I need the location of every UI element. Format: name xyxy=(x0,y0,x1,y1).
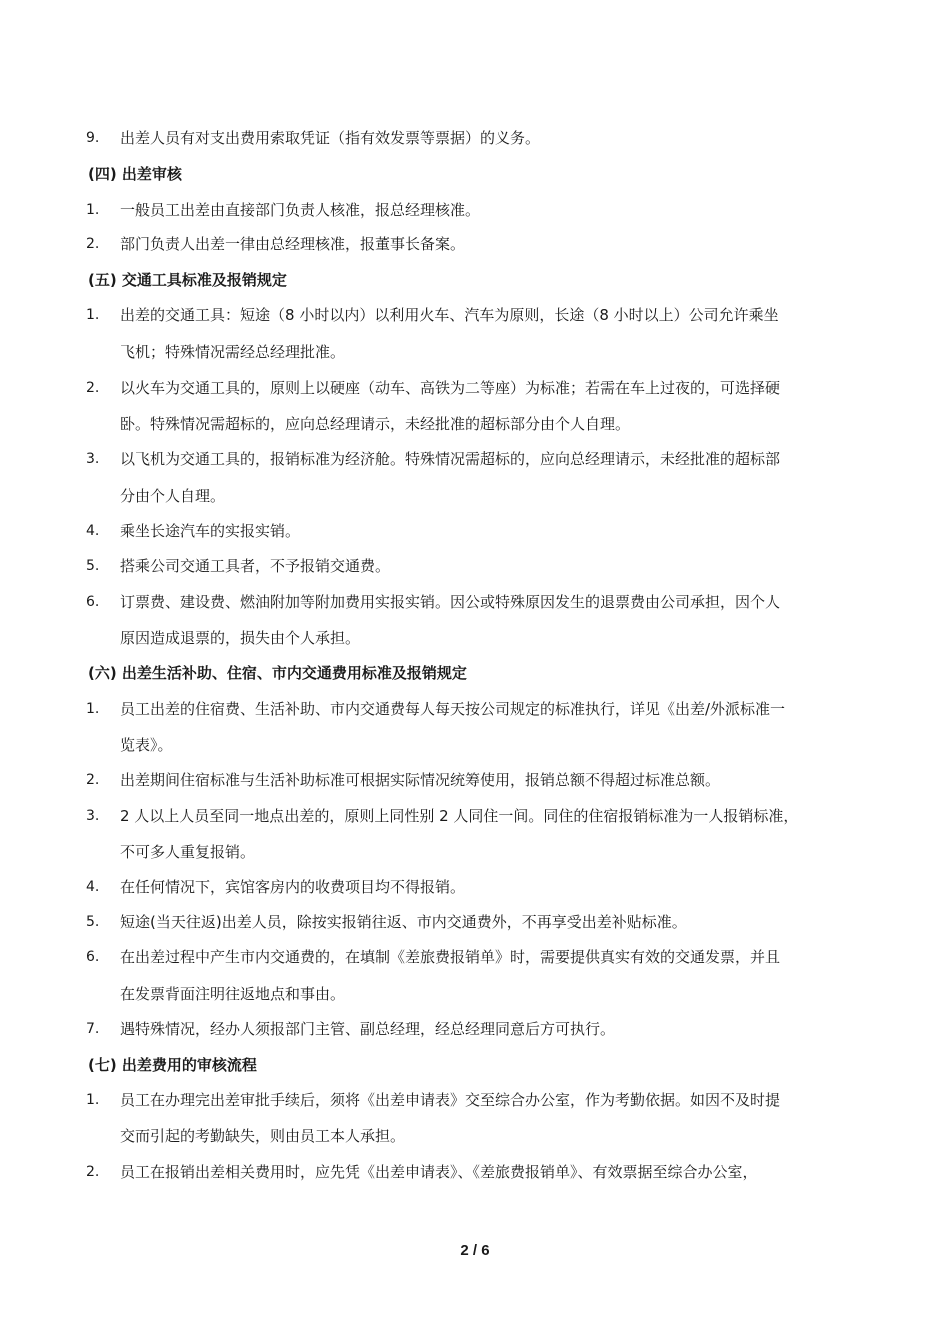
page-current: 2 xyxy=(460,1242,469,1259)
list-number: 1. xyxy=(86,701,100,717)
list-item-text: 在任何情况下，宾馆客房内的收费项目均不得报销。 xyxy=(120,878,466,896)
list-item-text: 出差期间住宿标准与生活补助标准可根据实际情况统筹使用，报销总额不得超过标准总额。 xyxy=(120,771,721,789)
list-item-text: 一般员工出差由直接部门负责人核准，报总经理核准。 xyxy=(120,201,481,219)
list-item-text: 员工出差的住宿费、生活补助、市内交通费每人每天按公司规定的标准执行，详见《出差/外派标准一 xyxy=(120,700,786,718)
list-number: 1. xyxy=(86,307,100,323)
list-item-text: 短途(当天往返)出差人员，除按实报销往返、市内交通费外，不再享受出差补贴标准。 xyxy=(120,913,687,931)
list-number: 5. xyxy=(86,558,100,574)
list-item-text: 在出差过程中产生市内交通费的，在填制《差旅费报销单》时，需要提供真实有效的交通发票，并且 xyxy=(120,948,781,966)
list-number: 4. xyxy=(86,523,100,539)
list-number: 1. xyxy=(86,202,100,218)
list-item-text: 员工在报销出差相关费用时，应先凭《出差申请表》、《差旅费报销单》、有效票据至综合办公室， xyxy=(120,1163,758,1181)
list-number: 1. xyxy=(86,1092,100,1108)
page-separator: / xyxy=(472,1242,478,1259)
list-item-text: 分由个人自理。 xyxy=(120,487,226,505)
list-number: 3. xyxy=(86,808,100,824)
section-heading: (七) 出差费用的审核流程 xyxy=(88,1056,257,1074)
list-item-text: 原因造成退票的，损失由个人承担。 xyxy=(120,629,361,647)
list-number: 7. xyxy=(86,1021,100,1037)
list-number: 2. xyxy=(86,380,100,396)
list-number: 5. xyxy=(86,914,100,930)
list-number: 2. xyxy=(86,236,100,252)
list-item-text: 乘坐长途汽车的实报实销。 xyxy=(120,522,301,540)
list-item-text: 搭乘公司交通工具者，不予报销交通费。 xyxy=(120,557,391,575)
list-item-text: 遇特殊情况，经办人须报部门主管、副总经理，经总经理同意后方可执行。 xyxy=(120,1020,616,1038)
list-item-text: 以飞机为交通工具的，报销标准为经济舱。特殊情况需超标的，应向总经理请示，未经批准的超标部 xyxy=(120,450,781,468)
list-number: 6. xyxy=(86,949,100,965)
list-item-text: 在发票背面注明往返地点和事由。 xyxy=(120,985,346,1003)
list-item-text: 员工在办理完出差审批手续后，须将《出差申请表》交至综合办公室，作为考勤依据。如因不及时提 xyxy=(120,1091,781,1109)
list-item-text: 以火车为交通工具的，原则上以硬座（动车、高铁为二等座）为标准；若需在车上过夜的，可选择硬 xyxy=(120,379,781,397)
list-item-text: 飞机；特殊情况需经总经理批准。 xyxy=(120,343,346,361)
list-item-text: 出差人员有对支出费用索取凭证（指有效发票等票据）的义务。 xyxy=(120,129,541,147)
list-item-text: 卧。特殊情况需超标的，应向总经理请示，未经批准的超标部分由个人自理。 xyxy=(120,415,631,433)
list-item-text: 2 人以上人员至同一地点出差的，原则上同性别 2 人同住一间。同住的住宿报销标准为一人报销标准， xyxy=(120,807,799,825)
page-number xyxy=(0,1242,950,1259)
list-number: 2. xyxy=(86,1164,100,1180)
section-heading: (六) 出差生活补助、住宿、市内交通费用标准及报销规定 xyxy=(88,664,467,682)
list-item-text: 不可多人重复报销。 xyxy=(120,843,256,861)
list-item-text: 订票费、建设费、燃油附加等附加费用实报实销。因公或特殊原因发生的退票费由公司承担，因个人 xyxy=(120,593,781,611)
list-number: 9. xyxy=(86,130,100,146)
list-item-text: 出差的交通工具：短途（8 小时以内）以利用火车、汽车为原则，长途（8 小时以上）公司允许乘坐 xyxy=(120,306,779,324)
section-heading: (四) 出差审核 xyxy=(88,165,182,183)
list-item-text: 交而引起的考勤缺失，则由员工本人承担。 xyxy=(120,1127,406,1145)
list-item-text: 览表》。 xyxy=(120,736,173,754)
list-number: 2. xyxy=(86,772,100,788)
page-total: 6 xyxy=(481,1242,490,1259)
list-number: 3. xyxy=(86,451,100,467)
section-heading: (五) 交通工具标准及报销规定 xyxy=(88,271,287,289)
list-number: 4. xyxy=(86,879,100,895)
list-item-text: 部门负责人出差一律由总经理核准，报董事长备案。 xyxy=(120,235,466,253)
list-number: 6. xyxy=(86,594,100,610)
